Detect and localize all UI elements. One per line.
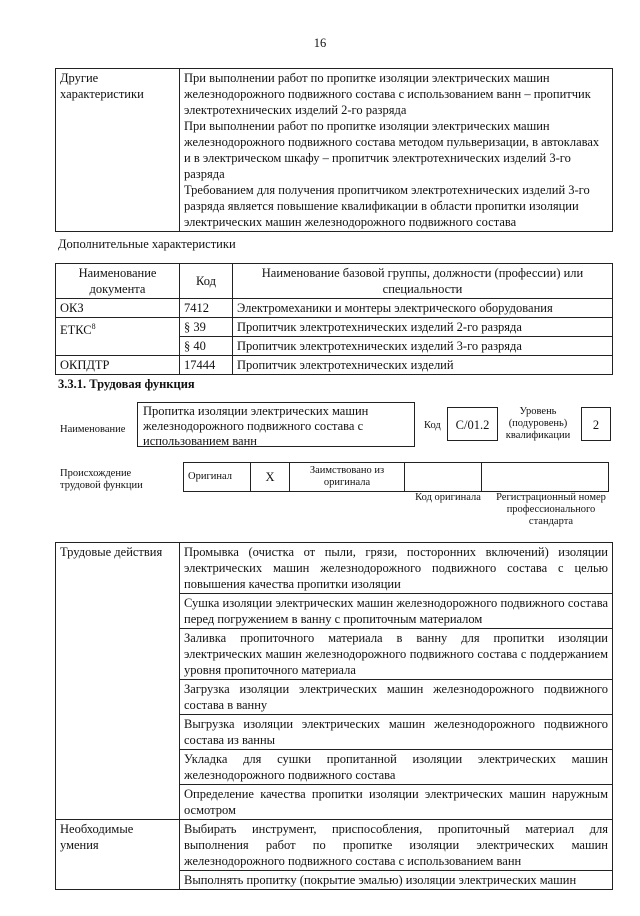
header-name: Наименование базовой группы, должности (профессии) или специальности [233, 264, 613, 299]
origin-table [183, 462, 609, 492]
additional-heading: Дополнительные характеристики [58, 237, 236, 251]
level-value: 2 [581, 407, 611, 441]
reg-number-cell [482, 463, 609, 492]
action-item: Определение качества пропитки изоляции электрических машин наружным осмотром [180, 785, 613, 820]
other-char-paragraph: Требованием для получения пропитчиком электротехнических изделий 3-го разряда является повышение квалификации в области пропитки изоляции электрических машин железнодорожного подвижного состава [184, 183, 590, 229]
row-code: § 39 [180, 318, 233, 337]
borrowed-label: Заимствовано из оригинала [290, 463, 405, 492]
additional-table [55, 263, 613, 375]
table-row [56, 299, 613, 318]
other-char-paragraph: При выполнении работ по пропитке изоляции электрических машин железнодорожного подвижного состава с использованием ванн – пропитчик электротехнических изделий 2-го разряда [184, 71, 591, 117]
action-item: Укладка для сушки пропитанной изоляции электрических машин железнодорожного подвижного состава [180, 750, 613, 785]
skills-label: Необходимые умения [56, 820, 180, 890]
page-number: 16 [313, 36, 327, 50]
other-char-paragraph: При выполнении работ по пропитке изоляции электрических машин железнодорожного подвижного состава методом пульверизации, в автоклавах и в электрическом шкафу – пропитчик электротехнических изделий 3-го разряда [184, 119, 600, 181]
row-doc: ОКЗ [56, 299, 180, 318]
row-name: Пропитчик электротехнических изделий 2-го разряда [233, 318, 613, 337]
row-code: 7412 [180, 299, 233, 318]
code-label: Код [424, 420, 441, 431]
code-value: C/01.2 [447, 407, 498, 441]
other-characteristics-label: Другие характеристики [56, 69, 180, 232]
name-label: Наименование [60, 424, 126, 435]
function-heading: 3.3.1. Трудовая функция [58, 377, 195, 391]
code-caption: Код оригинала [415, 492, 481, 503]
original-mark: X [251, 463, 290, 492]
table-row [56, 318, 613, 337]
actions-label: Трудовые действия [56, 543, 180, 820]
action-item: Сушка изоляции электрических машин железнодорожного подвижного состава перед погружением в ванну с пропиточным материалом [180, 594, 613, 629]
skill-item: Выбирать инструмент, приспособления, пропиточный материал для выполнения работ по пропитке изоляции электрических машин железнодорожного подвижного состава с использованием ванн [180, 820, 613, 871]
header-code: Код [180, 264, 233, 299]
reg-caption: Регистрационный номер профессионального стандарта [496, 492, 606, 527]
original-label: Оригинал [184, 463, 251, 492]
other-characteristics-table [55, 68, 613, 232]
row-name: Электромеханики и монтеры электрического оборудования [233, 299, 613, 318]
code-original-cell [405, 463, 482, 492]
footnote-mark: 8 [91, 322, 96, 331]
row-name: Пропитчик электротехнических изделий [233, 356, 613, 375]
row-code: § 40 [180, 337, 233, 356]
level-label: Уровень (подуровень) квалификации [505, 406, 571, 441]
row-code: 17444 [180, 356, 233, 375]
doc-text: ЕТКС [60, 323, 92, 338]
header-doc: Наименование документа [56, 264, 180, 299]
action-item: Загрузка изоляции электрических машин железнодорожного подвижного состава в ванну [180, 680, 613, 715]
row-name: Пропитчик электротехнических изделий 3-го разряда [233, 337, 613, 356]
skill-item: Выполнять пропитку (покрытие эмалью) изоляции электрических машин [180, 871, 613, 890]
origin-label: Происхождение трудовой функции [60, 468, 143, 491]
row-doc [56, 318, 180, 356]
function-name: Пропитка изоляции электрических машин железнодорожного подвижного состава с использованием ванн [137, 402, 415, 447]
row-doc: ОКПДТР [56, 356, 180, 375]
action-item: Заливка пропиточного материала в ванну для пропитки изоляции электрических машин железнодорожного подвижного состава с поддержанием уровня пропиточного материала [180, 629, 613, 680]
action-item: Выгрузка изоляции электрических машин железнодорожного подвижного состава из ванны [180, 715, 613, 750]
actions-table [55, 542, 613, 890]
table-row [56, 356, 613, 375]
action-item: Промывка (очистка от пыли, грязи, посторонних включений) изоляции электрических машин железнодорожного подвижного состава с целью повышения качества пропитки изоляции [180, 543, 613, 594]
